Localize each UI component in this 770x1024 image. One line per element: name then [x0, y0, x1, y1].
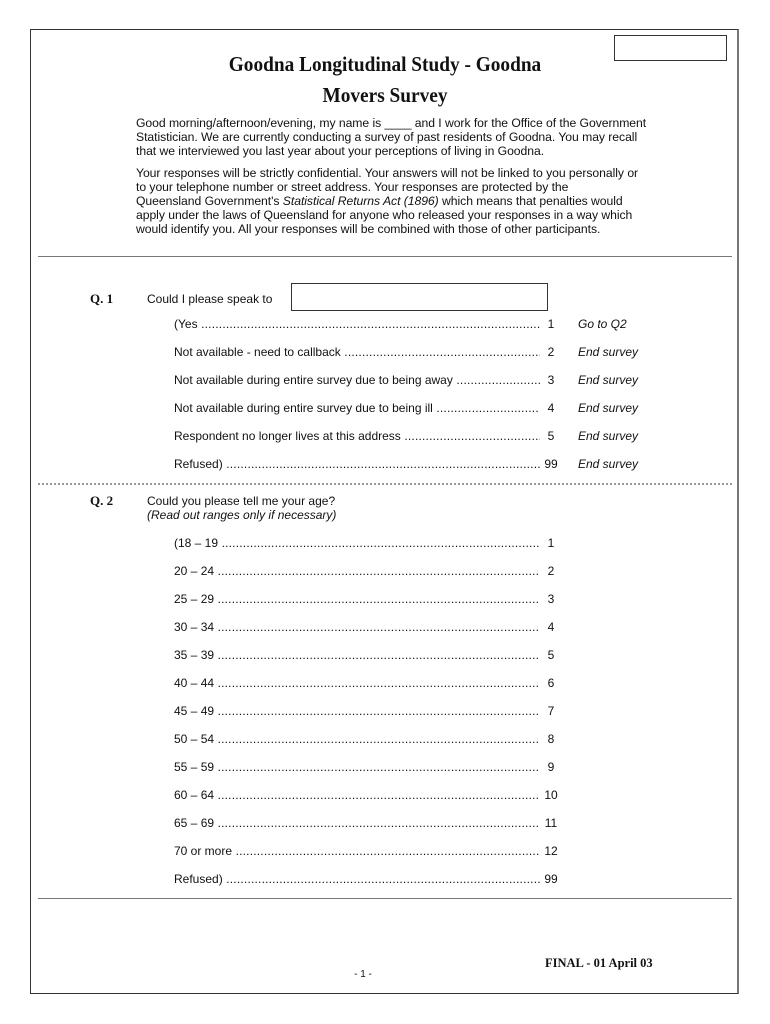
option-label: 45 – 49 ..... [174, 704, 540, 718]
option-code: 5 [547, 648, 555, 662]
option-label: Not available during entire survey due to being away ..... [174, 373, 540, 387]
answer-option[interactable] [174, 401, 644, 417]
answer-option[interactable] [174, 373, 644, 389]
option-code: 2 [547, 345, 555, 359]
option-code: 3 [547, 592, 555, 606]
answer-option[interactable] [174, 345, 644, 361]
answer-option[interactable] [174, 536, 644, 552]
intro-text: which means that penalties would [438, 194, 623, 208]
person-name-field[interactable] [291, 283, 548, 311]
option-code: 99 [544, 457, 558, 471]
answer-option[interactable] [174, 704, 644, 720]
option-code: 4 [547, 620, 555, 634]
answer-option[interactable] [174, 844, 644, 860]
intro-line: Good morning/afternoon/evening, my name is ____ and I work for the Office of the Government [136, 116, 647, 130]
skip-instruction: End survey [578, 429, 639, 443]
skip-instruction: End survey [578, 401, 639, 415]
option-label: 55 – 59 ..... [174, 760, 540, 774]
answer-option[interactable] [174, 429, 644, 445]
option-code: 9 [547, 760, 555, 774]
option-label: 20 – 24 ..... [174, 564, 540, 578]
intro-text: Queensland Government's [136, 194, 283, 208]
page-number: - 1 - [354, 969, 372, 980]
skip-instruction: End survey [578, 457, 639, 471]
option-label: 60 – 64 ..... [174, 788, 540, 802]
skip-instruction: End survey [578, 345, 639, 359]
option-code: 1 [547, 536, 555, 550]
option-label: Respondent no longer lives at this address ..... [174, 429, 540, 443]
question-text: Could I please speak to [147, 292, 273, 306]
option-code: 11 [544, 816, 558, 830]
answer-option[interactable] [174, 732, 644, 748]
skip-instruction: End survey [578, 373, 639, 387]
option-code: 3 [547, 373, 555, 387]
intro-line: Statistician. We are currently conducting a survey of past residents of Goodna. You may recall [136, 130, 638, 144]
option-label: 65 – 69 ..... [174, 816, 540, 830]
option-label: Refused) ..... [174, 872, 540, 886]
intro-paragraph-greeting [136, 116, 696, 158]
option-label: (Yes ..... [174, 317, 540, 331]
option-code: 99 [544, 872, 558, 886]
intro-line [136, 194, 696, 208]
skip-instruction: Go to Q2 [578, 317, 627, 331]
option-code: 2 [547, 564, 555, 578]
question-number: Q. 1 [90, 291, 114, 306]
answer-option[interactable] [174, 872, 644, 888]
intro-line: Your responses will be strictly confidential. Your answers will not be linked to you personally or [136, 166, 639, 180]
section-divider [38, 256, 732, 257]
option-label: 40 – 44 ..... [174, 676, 540, 690]
answer-option[interactable] [174, 592, 644, 608]
section-divider [38, 898, 732, 899]
answer-option[interactable] [174, 788, 644, 804]
option-label: 30 – 34 ..... [174, 620, 540, 634]
option-code: 12 [544, 844, 558, 858]
intro-line: that we interviewed you last year about your perceptions of living in Goodna. [136, 144, 545, 158]
option-label: (18 – 19 ..... [174, 536, 540, 550]
option-code: 8 [547, 732, 555, 746]
interviewer-note: (Read out ranges only if necessary) [147, 508, 337, 522]
answer-option[interactable] [174, 620, 644, 636]
option-code: 10 [544, 788, 558, 802]
answer-option[interactable] [174, 676, 644, 692]
question-text: Could you please tell me your age? [147, 494, 336, 508]
question-number: Q. 2 [90, 493, 114, 508]
intro-line: to your telephone number or street address. Your responses are protected by the [136, 180, 569, 194]
option-label: Not available - need to callback ..... [174, 345, 540, 359]
question-divider [38, 483, 732, 485]
document-title-line2: Movers Survey [322, 83, 448, 107]
option-code: 5 [547, 429, 555, 443]
intro-line: would identify you. All your responses will be combined with those of other participants. [136, 222, 601, 236]
option-code: 6 [547, 676, 555, 690]
act-name: Statistical Returns Act (1896) [282, 194, 439, 208]
option-label: 50 – 54 ..... [174, 732, 540, 746]
option-code: 1 [547, 317, 555, 331]
option-code: 4 [547, 401, 555, 415]
option-label: Refused) ..... [174, 457, 540, 471]
document-title-line1: Goodna Longitudinal Study - Goodna [228, 52, 542, 76]
intro-line: apply under the laws of Queensland for anyone who released your responses in a way which [136, 208, 633, 222]
option-code: 7 [547, 704, 555, 718]
intro-paragraph-confidentiality [136, 166, 696, 236]
answer-option[interactable] [174, 816, 644, 832]
option-label: Not available during entire survey due to being ill ..... [174, 401, 540, 415]
option-label: 25 – 29 ..... [174, 592, 540, 606]
version-label: FINAL - 01 April 03 [545, 956, 653, 970]
option-label: 35 – 39 ..... [174, 648, 540, 662]
answer-option[interactable] [174, 760, 644, 776]
answer-option[interactable] [174, 648, 644, 664]
answer-option[interactable] [174, 317, 644, 333]
answer-option[interactable] [174, 457, 644, 473]
answer-option[interactable] [174, 564, 644, 580]
option-label: 70 or more ..... [174, 844, 540, 858]
